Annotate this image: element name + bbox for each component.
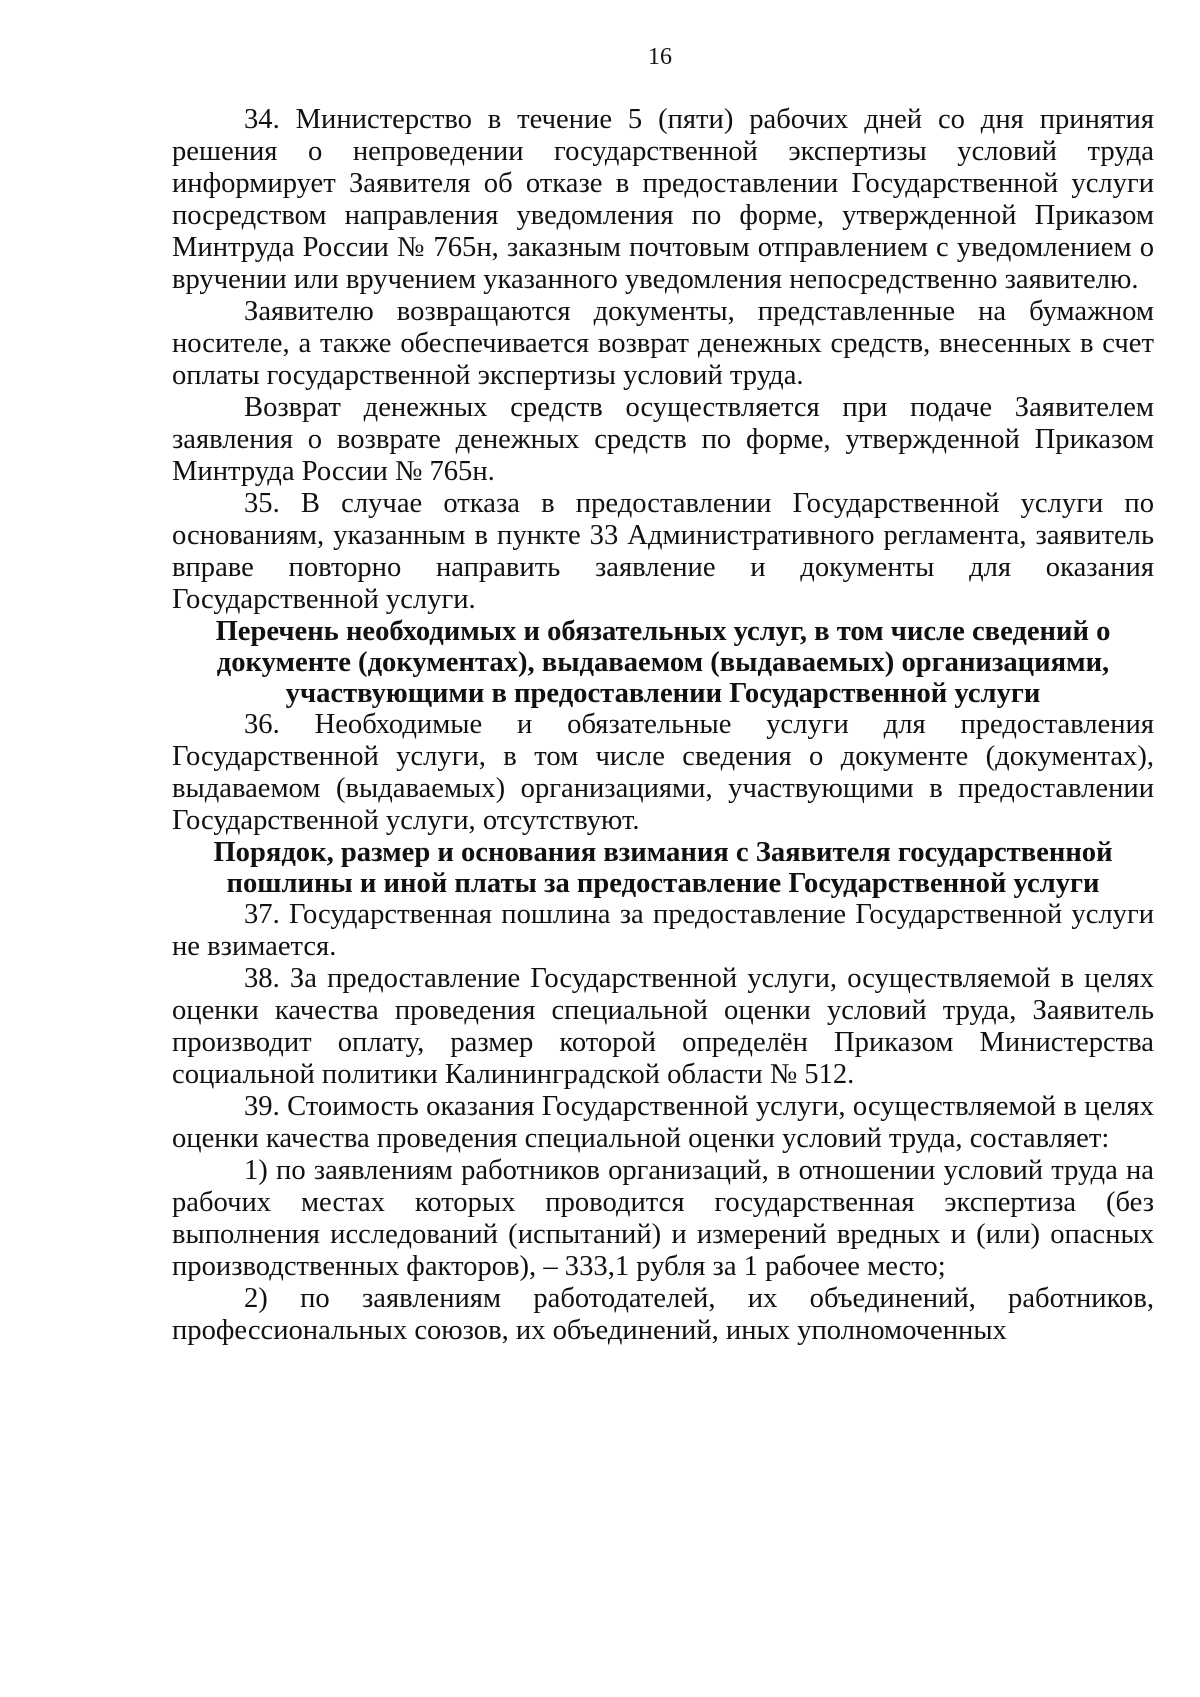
paragraph-39-item-1: 1) по заявлениям работников организаций, в отношении условий труда на рабочих местах которых проводится государственная экспертиза (без выполнения исследований (испытаний) и измерений вредных и (или) опасных производственных факторов), – 333,1 рубля за 1 рабочее место; [172, 1155, 1154, 1282]
paragraph-34-refund: Возврат денежных средств осуществляется при подаче Заявителем заявления о возврате денежных средств по форме, утвержденной Приказом Минтруда России № 765н. [172, 392, 1154, 487]
paragraph-38: 38. За предоставление Государственной услуги, осуществляемой в целях оценки качества проведения специальной оценки условий труда, Заявитель производит оплату, размер которой определён Приказом Министерства социальной политики Калининградской области № 512. [172, 963, 1154, 1090]
paragraph-34-documents-return: Заявителю возвращаются документы, представленные на бумажном носителе, а также обеспечивается возврат денежных средств, внесенных в счет оплаты государственной экспертизы условий труда. [172, 296, 1154, 391]
paragraph-35: 35. В случае отказа в предоставлении Государственной услуги по основаниям, указанным в пункте 33 Административного регламента, заявитель вправе повторно направить заявление и документы для оказания Государственной услуги. [172, 488, 1154, 615]
section-heading-required-services: Перечень необходимых и обязательных услуг, в том числе сведений о документе (документах), выдаваемом (выдаваемых) организациями, участвующими в предоставлении Государственной услуги [215, 616, 1111, 709]
paragraph-39: 39. Стоимость оказания Государственной услуги, осуществляемой в целях оценки качества проведения специальной оценки условий труда, составляет: [172, 1091, 1154, 1154]
paragraph-39-item-2: 2) по заявлениям работодателей, их объединений, работников, профессиональных союзов, их объединений, иных уполномоченных [172, 1283, 1154, 1346]
paragraph-37: 37. Государственная пошлина за предоставление Государственной услуги не взимается. [172, 899, 1154, 962]
section-heading-fees: Порядок, размер и основания взимания с Заявителя государственной пошлины и иной платы за предоставление Государственной услуги [213, 837, 1113, 899]
document-body [172, 104, 1154, 1347]
page-number: 16 [648, 44, 672, 70]
paragraph-34: 34. Министерство в течение 5 (пяти) рабочих дней со дня принятия решения о непроведении государственной экспертизы условий труда информирует Заявителя об отказе в предоставлении Государственной услуги посредством направления уведомления по форме, утвержденной Приказом Минтруда России № 765н, заказным почтовым отправлением с уведомлением о вручении или вручением указанного уведомления непосредственно заявителю. [172, 104, 1154, 295]
paragraph-36: 36. Необходимые и обязательные услуги для предоставления Государственной услуги, в том числе сведения о документе (документах), выдаваемом (выдаваемых) организациями, участвующими в предоставлении Государственной услуги, отсутствуют. [172, 709, 1154, 836]
